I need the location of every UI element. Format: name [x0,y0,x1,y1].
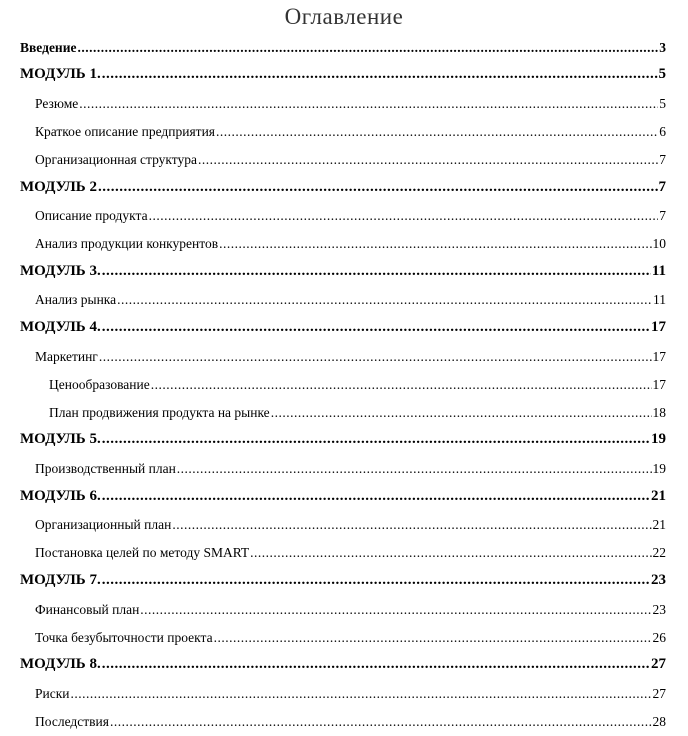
toc-entry[interactable] [35,588,666,616]
toc-entry-page: 23 [651,571,666,588]
toc-entry-page: 27 [651,656,666,673]
toc-entry-page: 17 [652,348,666,364]
dot-leader [98,180,658,195]
toc-entry-page: 17 [652,376,666,392]
dot-leader [172,518,651,532]
toc-entry[interactable] [35,110,666,138]
toc-entry-label: Анализ рынка [35,292,117,308]
dot-leader [149,209,659,223]
toc-entry-page: 3 [659,39,666,55]
dot-leader [198,153,658,167]
toc-entry-page: 23 [652,601,666,617]
toc-entry[interactable] [20,167,666,195]
toc-entry[interactable] [20,307,666,335]
dot-leader [271,406,652,420]
dot-leader [102,657,650,672]
dot-leader [102,489,650,504]
toc-entry-label: МОДУЛЬ 4. [20,319,101,335]
dot-leader [102,67,658,82]
toc-entry[interactable] [20,419,666,447]
dot-leader [102,264,651,279]
toc-entry[interactable] [35,195,666,223]
toc-entry-label: Постановка целей по методу SMART [35,545,250,561]
toc-entry[interactable] [35,700,666,728]
toc-entry-label: МОДУЛЬ 1. [20,66,101,83]
dot-leader [102,573,650,588]
toc-entry-label: Точка безубыточности проекта [35,629,213,645]
dot-leader [102,320,650,335]
dot-leader [99,350,652,364]
toc-entry-page: 19 [652,461,666,476]
toc-entry-label: Последствия [35,713,109,729]
toc-entry-page: 7 [658,178,666,195]
toc-entry-page: 22 [652,545,666,561]
dot-leader [71,687,652,701]
toc-entry-label: План продвижения продукта на рынке [49,404,270,420]
toc-entry[interactable] [20,54,666,82]
dot-leader [151,378,652,392]
dot-leader [110,715,652,729]
toc-entry-label: МОДУЛЬ 6. [20,487,101,504]
toc-entry-label: Описание продукта [35,208,148,224]
toc-entry[interactable] [20,560,666,588]
toc-entry-page: 5 [659,95,666,111]
dot-leader [77,41,658,55]
toc-entry-label: Риски [35,685,70,701]
toc-entry-page: 7 [659,151,666,167]
toc-entry[interactable] [35,223,666,251]
toc-entry-label: Краткое описание предприятия [35,123,216,139]
toc-entry-page: 11 [651,262,666,279]
toc-entry[interactable] [20,26,666,54]
dot-leader [216,125,658,139]
toc-entry-label: МОДУЛЬ 7. [20,571,101,588]
toc-entry-label: Организационная структура [35,151,197,167]
toc-entry-label: Маркетинг [35,348,98,364]
toc-entry[interactable] [35,138,666,166]
toc-entry[interactable] [35,616,666,644]
toc-entry-page: 10 [652,236,666,252]
toc-entry-page: 18 [652,404,666,420]
toc-entry-label: МОДУЛЬ 5. [20,431,101,448]
toc-entry-page: 28 [652,713,666,729]
toc-entry-page: 17 [651,319,666,335]
toc-entry-label: МОДУЛЬ 2 [20,178,97,195]
toc-entry-label: Введение [20,39,77,55]
toc-entry-page: 5 [658,66,666,83]
toc-entry[interactable] [35,279,666,307]
toc-entry-label: МОДУЛЬ 3. [20,262,101,279]
toc-entry-label: МОДУЛЬ 8. [20,656,101,673]
toc-entry-label: Ценообразование [49,376,150,392]
toc-entry[interactable] [20,644,666,672]
toc-entry-page: 19 [651,431,666,448]
toc-entry-label: Анализ продукции конкурентов [35,236,219,252]
toc-entry-page: 27 [652,685,666,701]
dot-leader [219,237,651,251]
toc-entry[interactable] [35,82,666,110]
dot-leader [79,97,658,111]
toc-entry-page: 6 [659,123,666,139]
toc-entry-label: Организационный план [35,517,172,533]
dot-leader [140,603,651,617]
toc-entry-page: 11 [653,292,666,308]
toc-entry-page: 21 [652,517,666,533]
toc-entry-label: Резюме [35,95,79,111]
dot-leader [250,546,651,560]
toc-entry[interactable] [35,335,666,363]
toc-entry[interactable] [49,363,666,391]
toc-entry-page: 26 [652,629,666,645]
dot-leader [102,432,650,447]
dot-leader [117,293,652,307]
toc-entry-label: Производственный план [35,461,176,476]
toc-entry-page: 21 [651,487,666,504]
toc-entry[interactable] [49,391,666,419]
toc-entry[interactable] [35,532,666,560]
toc-entry[interactable] [35,672,666,700]
toc-entry[interactable] [20,476,666,504]
toc-entry-page: 7 [659,208,666,224]
toc-entry[interactable] [35,448,666,476]
toc-entry[interactable] [35,504,666,532]
toc-entry-label: Финансовый план [35,601,140,617]
dot-leader [177,462,652,476]
toc-entry[interactable] [20,251,666,279]
dot-leader [214,631,652,645]
toc-title: Оглавление [284,4,404,29]
